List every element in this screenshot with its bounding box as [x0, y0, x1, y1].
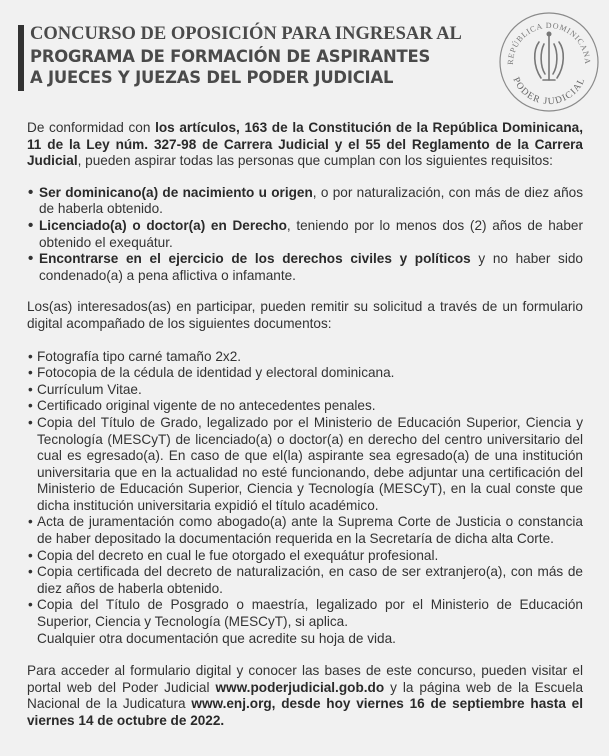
- submission-paragraph: Los(as) interesados(as) en participar, pueden remitir su solicitud a través de un formulario digital acompañado de los siguientes documentos:: [27, 299, 583, 331]
- requirement-text: , o por naturalización, con más de diez años de haberla obtenido.: [39, 184, 583, 217]
- list-item: • Currículum Vitae.: [27, 382, 583, 399]
- list-item: • Certificado original vigente de no antecedentes penales.: [27, 398, 583, 415]
- documents-extra-note: Cualquier otra documentación que acredite su hoja de vida.: [37, 630, 396, 646]
- closing-text: Para acceder al formulario digital y conocer las bases de este concurso, pueden visitar el portal web del Poder Judicial: [27, 663, 583, 695]
- list-item: [27, 251, 583, 284]
- list-item: • Copia certificada del decreto de naturalización, en caso de ser extranjero(a), con más de diez años de haberla obtenido.: [27, 564, 583, 597]
- announcement-body: [27, 120, 583, 730]
- list-item: • Acta de juramentación como abogado(a) ante la Suprema Corte de Justicia o constancia de haber depositado la documentación requerida en la Secretaría de dicha alta Corte.: [27, 514, 583, 547]
- requirements-list: [27, 185, 583, 285]
- title-line-2: PROGRAMA DE FORMACIÓN DE ASPIRANTES: [30, 46, 431, 66]
- requirement-title: Ser dominicano(a) de nacimiento u origen: [39, 184, 313, 200]
- title-line-3: A JUECES Y JUEZAS DEL PODER JUDICIAL: [30, 68, 394, 87]
- intro-paragraph: [27, 120, 583, 170]
- requirement-text: y no haber sido condenado(a) a pena aflictiva o infamante.: [39, 251, 583, 283]
- closing-paragraph: [27, 663, 583, 729]
- requirement-title: Encontrarse en el ejercicio de los derechos civiles y políticos: [39, 251, 471, 267]
- documents-list: [27, 349, 583, 631]
- requirement-title: Licenciado(a) o doctor(a) en Derecho: [39, 217, 287, 233]
- list-item: [27, 218, 583, 251]
- list-item: [27, 185, 583, 218]
- poder-judicial-link[interactable]: www.poderjudicial.gob.do: [215, 679, 385, 695]
- title-line-1: CONCURSO DE OPOSICIÓN PARA INGRESAR AL: [30, 24, 462, 44]
- list-item: • Fotocopia de la cédula de identidad y electoral dominicana.: [27, 365, 583, 382]
- poder-judicial-seal-icon: [497, 8, 602, 113]
- list-item: • Copia del Título de Grado, legalizado por el Ministerio de Educación Superior, Ciencia y Tecnología (MESCyT) de licenciado(a) o doctor(a) en derecho del centro universitario del cual es egresado(a). En caso de que el(la) aspirante sea egresado(a) de una institución universitaria que en la actualidad no esté funcionando, debe adjuntar una certificación del Ministerio de Educación Superior, Ciencia y Tecnología (MESCyT), en la cual conste que dicha institución universitaria expidió el título académico.: [27, 415, 583, 515]
- closing-text-middle: y la página web de la Escuela Nacional de la Judicatura: [27, 679, 584, 712]
- intro-legal-reference: los artículos, 163 de la Constitución de la República Dominicana, 11 de la Ley núm. 327-98 de Carrera Judicial y el 55 del Reglamento de la Carrera Judicial: [27, 120, 583, 169]
- list-item: • Fotografía tipo carné tamaño 2x2.: [27, 349, 583, 366]
- intro-text-end: , pueden aspirar todas las personas que cumplan con los siguientes requisitos:: [77, 153, 553, 169]
- page-title: [30, 24, 470, 89]
- enj-link-and-dates[interactable]: www.enj.org, desde hoy viernes 16 de septiembre hasta el viernes 14 de octubre de 2022.: [27, 696, 583, 728]
- requirement-text: , teniendo por lo menos dos (2) años de haber obtenido el exequátur.: [39, 217, 583, 250]
- intro-text: De conformidad con: [27, 120, 156, 135]
- list-item: • Copia del Título de Posgrado o maestría, legalizado por el Ministerio de Educación Superior, Ciencia y Tecnología (MESCyT), si aplica.: [27, 597, 583, 630]
- svg-text:REPÚBLICA DOMINICANA: REPÚBLICA DOMINICANA: [505, 20, 593, 65]
- svg-text:PODER JUDICIAL: PODER JUDICIAL: [510, 75, 588, 108]
- list-item: • Copia del decreto en cual le fue otorgado el exequátur profesional.: [27, 548, 583, 565]
- title-accent-bar: [18, 25, 24, 91]
